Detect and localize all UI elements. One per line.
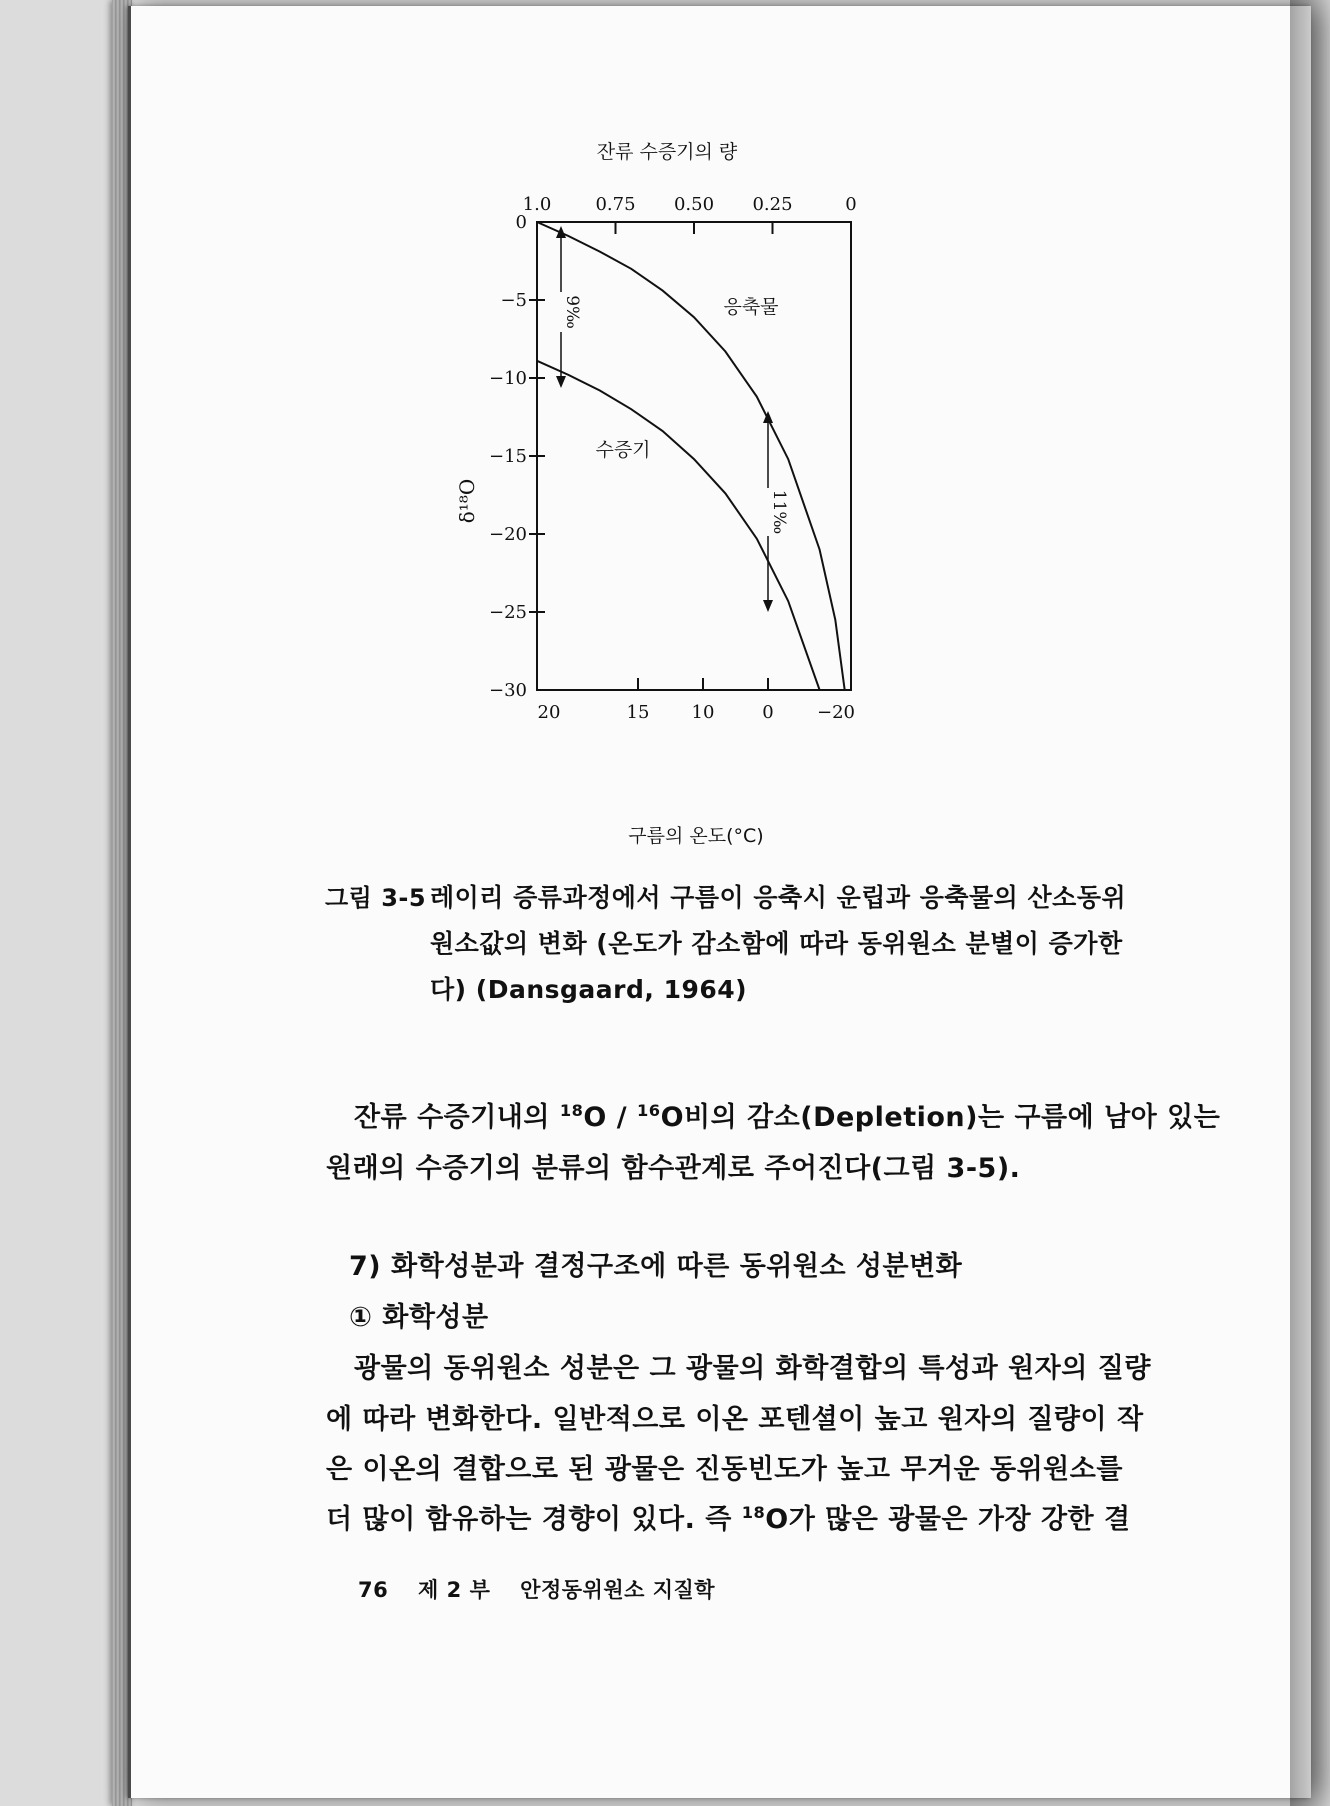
paragraph-2-line-2: 에 따라 변화한다. 일반적으로 이온 포텐셜이 높고 원자의 질량이 작 (326, 1404, 1144, 1435)
y-tick-label: −20 (489, 524, 527, 545)
series-line-vapor (537, 361, 835, 690)
y-tick-label: −5 (500, 290, 527, 311)
rayleigh-figure (131, 6, 1311, 847)
figure-caption-line-2: 원소값의 변화 (온도가 감소함에 따라 동위원소 분별이 증가한 (430, 929, 1123, 958)
y-axis-label: δ¹⁸O (455, 478, 479, 524)
series-label-condensate: 응축물 (723, 296, 779, 318)
bottom-axis-ticks (538, 678, 855, 723)
figure-caption-label: 그림 3-5 (325, 884, 427, 912)
top-tick-label: 0 (845, 194, 857, 215)
y-tick-label: −10 (489, 368, 527, 389)
top-tick-label: 1.0 (522, 194, 552, 215)
annotation-11-permil (759, 411, 789, 612)
y-tick-label: 0 (515, 212, 527, 233)
top-tick-label: 0.50 (673, 194, 715, 215)
bottom-axis-title: 구름의 온도(°C) (628, 825, 764, 847)
bottom-tick-label: 15 (626, 702, 650, 723)
top-axis-title: 잔류 수증기의 량 (596, 141, 738, 163)
part-label: 제 2 부 (418, 1578, 491, 1602)
page-right-shadow (1290, 0, 1330, 1806)
top-axis-ticks (523, 194, 857, 234)
figure-caption-line-1: 레이리 증류과정에서 구름이 응축시 운립과 응축물의 산소동위 (430, 883, 1127, 912)
bottom-tick-label: 10 (691, 702, 715, 723)
y-tick-label: −15 (489, 446, 527, 467)
paragraph-1-line-2: 원래의 수증기의 분류의 함수관계로 주어진다(그림 3-5). (326, 1153, 1021, 1184)
annotation-9-label: 9‰ (562, 295, 582, 329)
bottom-tick-label: 20 (537, 702, 561, 723)
page-footer (358, 1574, 715, 1604)
annotation-9-permil (552, 226, 582, 388)
series-label-vapor: 수증기 (595, 439, 651, 461)
top-tick-label: 0.25 (752, 194, 793, 215)
bottom-tick-label: −20 (817, 702, 855, 723)
book-page (128, 6, 1311, 1798)
section-subheading: ① 화학성분 (349, 1302, 489, 1333)
annotation-11-label: 11‰ (769, 489, 789, 535)
y-tick-label: −25 (489, 602, 527, 623)
figure-caption-line-3: 다) (Dansgaard, 1964) (430, 975, 748, 1004)
book-title: 안정동위원소 지질학 (520, 1578, 716, 1602)
bottom-tick-label: 0 (762, 702, 774, 723)
paragraph-1-line-1: 잔류 수증기내의 $^{18}$O / $^{16}$O비의 감소(Depletion)는 구름에 남아 있는 (354, 1101, 1221, 1133)
y-tick-label: −30 (489, 680, 527, 701)
plot-frame (537, 222, 851, 690)
page-number: 76 (358, 1578, 389, 1602)
paragraph-2-line-4: 더 많이 함유하는 경향이 있다. 즉 $^{18}$O가 많은 광물은 가장 강한 결 (326, 1503, 1131, 1535)
paragraph-2-line-1: 광물의 동위원소 성분은 그 광물의 화학결합의 특성과 원자의 질량 (354, 1353, 1151, 1384)
paragraph-2-line-3: 은 이온의 결합으로 된 광물은 진동빈도가 높고 무거운 동위원소를 (326, 1454, 1123, 1485)
section-heading: 7) 화학성분과 결정구조에 따른 동위원소 성분변화 (349, 1251, 963, 1282)
top-tick-label: 0.75 (595, 194, 636, 215)
